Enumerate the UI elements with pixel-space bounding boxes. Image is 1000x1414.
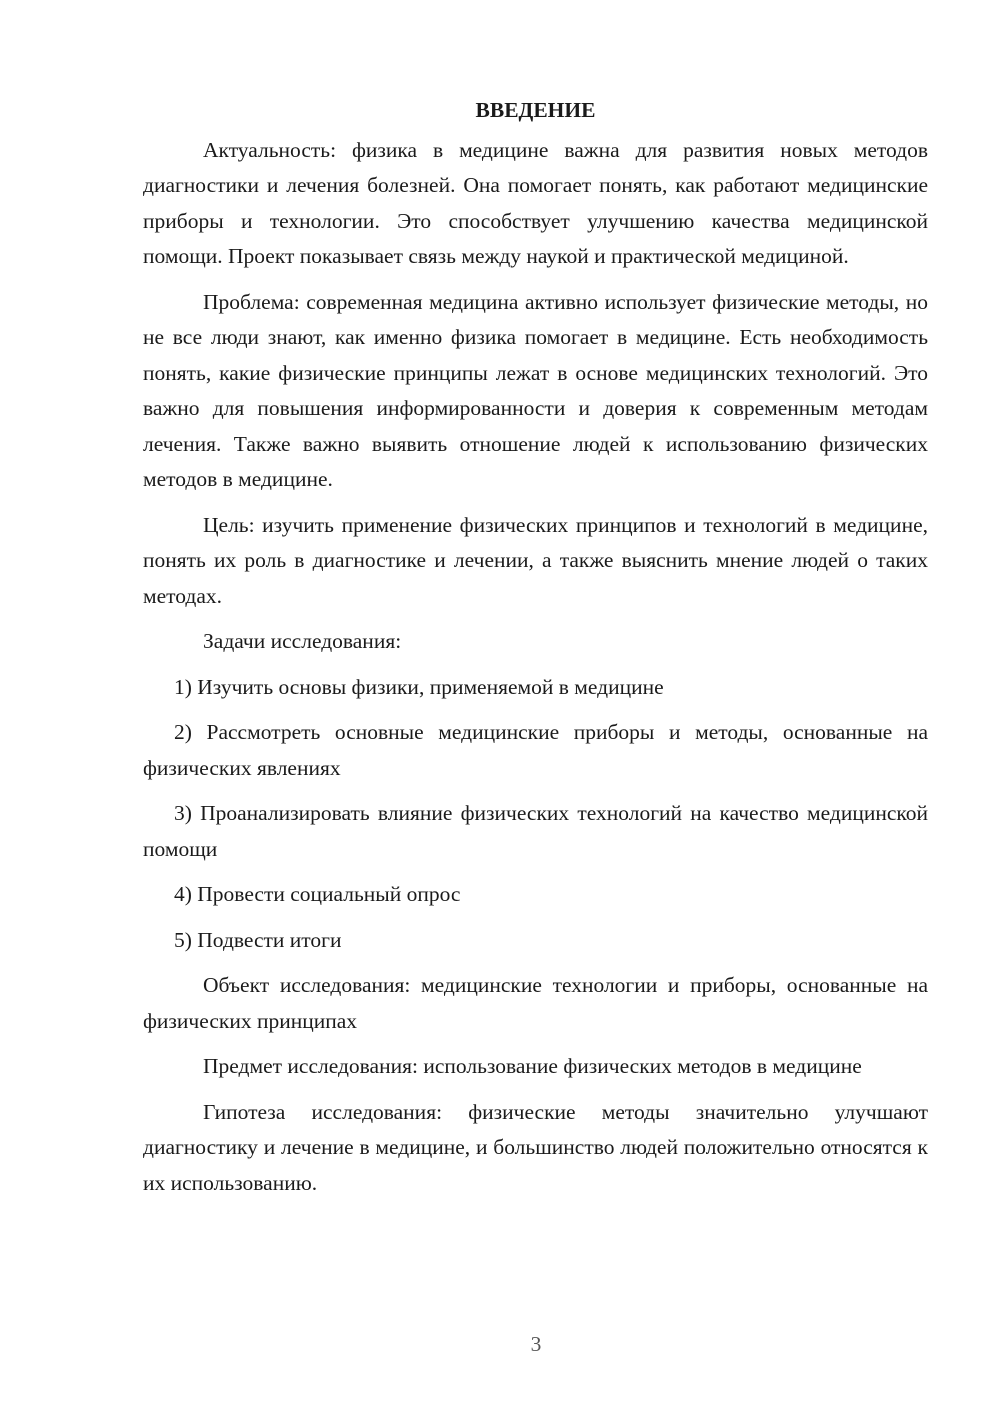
page-content xyxy=(143,93,928,1211)
page-number: 3 xyxy=(530,1332,542,1356)
page-title: ВВЕДЕНИЕ xyxy=(475,98,596,122)
paragraph-problem: Проблема: современная медицина активно использует физические методы, но не все люди знают, как именно физика помогает в медицине. Есть необходимость понять, какие физические принципы лежат в основе медицинских технологий. Это важно для повышения информированности и доверия к современным методам лечения. Также важно выявить отношение людей к использованию физических методов в медицине. xyxy=(143,289,928,491)
paragraph-goal: Цель: изучить применение физических принципов и технологий в медицине, понять их роль в диагностике и лечении, а также выяснить мнение людей о таких методах. xyxy=(143,512,928,608)
task-item-2: 2) Рассмотреть основные медицинские приборы и методы, основанные на физических явлениях xyxy=(143,720,928,780)
paragraph-object: Объект исследования: медицинские технологии и приборы, основанные на физических принципах xyxy=(143,973,928,1033)
task-item-4: 4) Провести социальный опрос xyxy=(174,882,461,906)
task-item-1: 1) Изучить основы физики, применяемой в медицине xyxy=(174,674,664,699)
paragraph-subject: Предмет исследования: использование физических методов в медицине xyxy=(203,1054,862,1078)
paragraph-hypothesis: Гипотеза исследования: физические методы значительно улучшают диагностику и лечение в медицине, и большинство людей положительно относятся к их использованию. xyxy=(143,1099,928,1195)
task-item-5: 5) Подвести итоги xyxy=(174,927,342,952)
task-item-3: 3) Проанализировать влияние физических технологий на качество медицинской помощи xyxy=(143,801,928,861)
paragraph-relevance: Актуальность: физика в медицине важна для развития новых методов диагностики и лечения болезней. Она помогает понять, как работают медицинские приборы и технологии. Это способствует улучшению качества медицинской помощи. Проект показывает связь между наукой и практической медициной. xyxy=(143,137,928,268)
paragraph-tasks-heading: Задачи исследования: xyxy=(203,629,402,653)
